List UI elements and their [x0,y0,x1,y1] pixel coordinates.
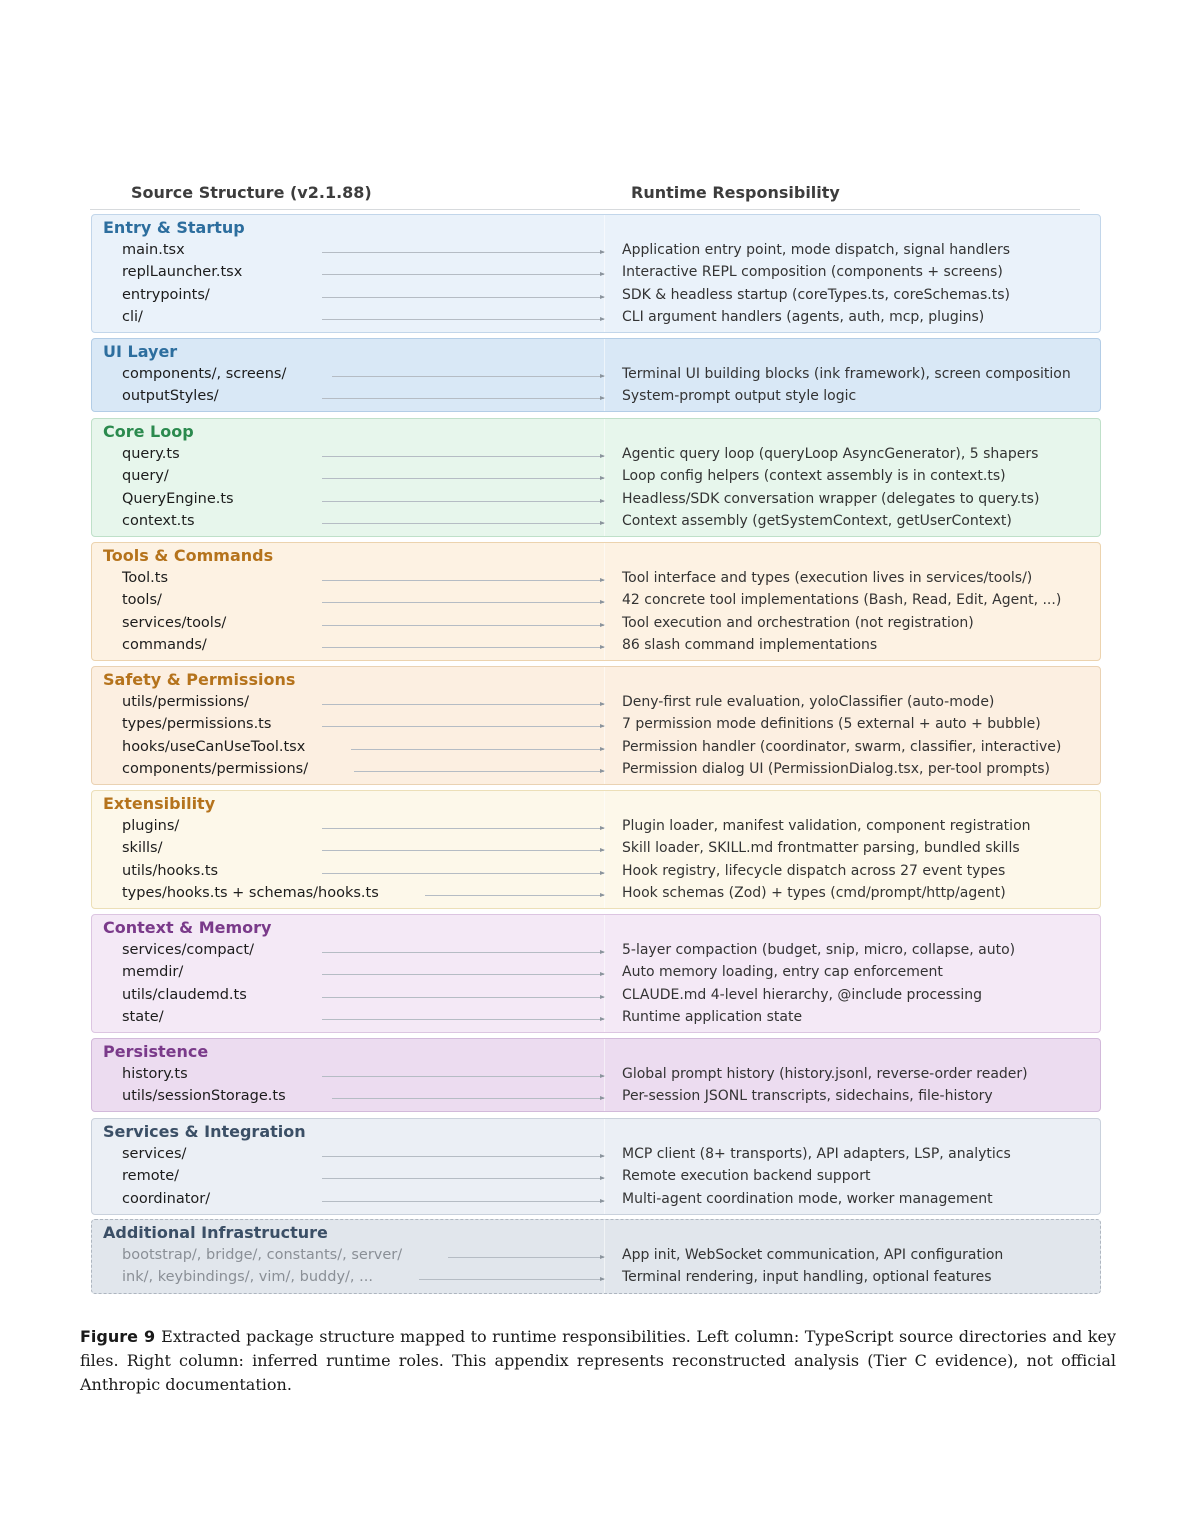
mapping-arrow-icon [322,1156,604,1157]
mapping-row [92,591,1100,613]
runtime-responsibility: Tool execution and orchestration (not registration) [622,614,974,631]
runtime-responsibility: 42 concrete tool implementations (Bash, Read, Edit, Agent, ...) [622,592,1062,609]
mapping-row [92,445,1100,467]
source-path: utils/permissions/ [122,694,249,710]
source-path: query.ts [122,446,180,462]
source-path: cli/ [122,309,143,326]
group-title: UI Layer [103,342,178,361]
runtime-responsibility: Hook registry, lifecycle dispatch across 27 event types [622,862,1006,879]
mapping-arrow-icon [322,974,604,975]
mapping-arrow-icon [425,895,604,896]
mapping-row [92,738,1100,760]
runtime-responsibility: Hook schemas (Zod) + types (cmd/prompt/http/agent) [622,885,1006,902]
runtime-responsibility: SDK & headless startup (coreTypes.ts, coreSchemas.ts) [622,286,1010,303]
mapping-row [92,715,1100,737]
source-path: components/permissions/ [122,761,309,778]
mapping-arrow-icon [419,1279,604,1280]
mapping-arrow-icon [322,726,604,727]
mapping-arrow-icon [322,501,604,502]
source-path: utils/claudemd.ts [122,986,247,1003]
mapping-row [92,490,1100,512]
mapping-row [92,1065,1100,1087]
mapping-arrow-icon [322,602,604,603]
mapping-arrow-icon [322,850,604,851]
source-path: commands/ [122,637,207,654]
source-path: plugins/ [122,818,180,834]
mapping-row [92,839,1100,861]
source-path: context.ts [122,513,195,530]
runtime-responsibility: Global prompt history (history.jsonl, reverse-order reader) [622,1066,1028,1082]
mapping-arrow-icon [448,1257,604,1258]
mapping-arrow-icon [322,580,604,581]
group-box [91,1219,1101,1294]
mapping-arrow-icon [354,771,604,772]
source-path: state/ [122,1009,164,1026]
mapping-row [92,693,1100,715]
runtime-responsibility: Deny-first rule evaluation, yoloClassifier (auto-mode) [622,694,995,710]
mapping-arrow-icon [322,704,604,705]
group-title: Safety & Permissions [103,670,296,689]
group-box [91,338,1101,412]
runtime-responsibility: MCP client (8+ transports), API adapters, LSP, analytics [622,1146,1011,1162]
mapping-arrow-icon [322,478,604,479]
group-title: Services & Integration [103,1122,306,1141]
group-box [91,666,1101,785]
runtime-responsibility: Permission dialog UI (PermissionDialog.tsx, per-tool prompts) [622,761,1050,778]
group-box [91,214,1101,333]
source-path: outputStyles/ [122,388,219,405]
group-title: Core Loop [103,422,194,441]
figure-caption-text: Extracted package structure mapped to runtime responsibilities. Left column: TypeScript source directories and key files. Right column: inferred runtime roles. This appendix represents reconstructed analysis (Tier C evidence), not official Anthropic documentation. [80,1327,1117,1394]
mapping-row [92,1268,1100,1290]
runtime-responsibility: Runtime application state [622,1009,803,1026]
mapping-row [92,1145,1100,1167]
runtime-responsibility: Agentic query loop (queryLoop AsyncGenerator), 5 shapers [622,446,1039,462]
group-title: Entry & Startup [103,218,245,237]
source-path: query/ [122,468,169,485]
group-title: Additional Infrastructure [103,1223,328,1242]
mapping-row [92,1167,1100,1189]
group-box [91,542,1101,661]
mapping-row [92,760,1100,782]
runtime-responsibility: Plugin loader, manifest validation, component registration [622,818,1031,834]
figure-caption [80,1325,1116,1397]
mapping-row [92,884,1100,906]
runtime-responsibility: 7 permission mode definitions (5 external + auto + bubble) [622,716,1041,733]
source-path: tools/ [122,592,162,609]
runtime-responsibility: Multi-agent coordination mode, worker management [622,1190,993,1207]
runtime-responsibility: Permission handler (coordinator, swarm, classifier, interactive) [622,738,1062,755]
runtime-responsibility: CLAUDE.md 4-level hierarchy, @include processing [622,986,983,1003]
source-path: skills/ [122,840,163,857]
mapping-row [92,467,1100,489]
mapping-arrow-icon [322,997,604,998]
source-path: services/compact/ [122,942,254,958]
group-box [91,914,1101,1033]
runtime-responsibility: Tool interface and types (execution lives in services/tools/) [622,570,1033,586]
mapping-row [92,941,1100,963]
runtime-responsibility: App init, WebSocket communication, API configuration [622,1247,1004,1263]
mapping-arrow-icon [322,1019,604,1020]
source-path: components/, screens/ [122,366,287,382]
mapping-arrow-icon [332,376,604,377]
runtime-responsibility: Remote execution backend support [622,1168,871,1185]
mapping-arrow-icon [322,647,604,648]
mapping-row [92,817,1100,839]
mapping-arrow-icon [322,523,604,524]
mapping-row [92,569,1100,591]
mapping-row [92,986,1100,1008]
source-path: history.ts [122,1066,188,1082]
runtime-responsibility: Terminal rendering, input handling, optional features [622,1269,992,1286]
mapping-arrow-icon [332,1098,604,1099]
mapping-arrow-icon [322,319,604,320]
source-path: main.tsx [122,242,185,258]
runtime-responsibility: Context assembly (getSystemContext, getUserContext) [622,513,1012,530]
source-path: coordinator/ [122,1190,211,1207]
source-path: utils/hooks.ts [122,862,219,879]
mapping-row [92,963,1100,985]
mapping-arrow-icon [322,1201,604,1202]
mapping-arrow-icon [322,297,604,298]
runtime-responsibility: Headless/SDK conversation wrapper (delegates to query.ts) [622,490,1040,507]
mapping-arrow-icon [322,625,604,626]
mapping-row [92,1008,1100,1030]
mapping-row [92,1246,1100,1268]
runtime-responsibility: 86 slash command implementations [622,637,878,654]
source-path: types/hooks.ts + schemas/hooks.ts [122,885,379,902]
source-path: replLauncher.tsx [122,264,243,281]
group-box [91,1038,1101,1112]
source-path: hooks/useCanUseTool.tsx [122,738,306,755]
mapping-row [92,512,1100,534]
source-path: remote/ [122,1168,180,1185]
source-path: memdir/ [122,964,184,981]
mapping-row [92,241,1100,263]
source-path: ink/, keybindings/, vim/, buddy/, ... [122,1269,373,1286]
figure-label: Figure 9 [80,1327,156,1346]
group-title: Context & Memory [103,918,272,937]
runtime-responsibility: CLI argument handlers (agents, auth, mcp, plugins) [622,309,985,326]
mapping-arrow-icon [322,828,604,829]
mapping-row [92,365,1100,387]
mapping-arrow-icon [322,873,604,874]
group-title: Tools & Commands [103,546,274,565]
runtime-column-header: Runtime Responsibility [631,183,840,202]
runtime-responsibility: Auto memory loading, entry cap enforcement [622,964,943,981]
runtime-responsibility: Skill loader, SKILL.md frontmatter parsing, bundled skills [622,840,1020,857]
source-path: utils/sessionStorage.ts [122,1088,286,1105]
mapping-row [92,1190,1100,1212]
mapping-arrow-icon [322,952,604,953]
mapping-row [92,286,1100,308]
mapping-row [92,636,1100,658]
source-column-header: Source Structure (v2.1.88) [131,183,372,202]
runtime-responsibility: Application entry point, mode dispatch, signal handlers [622,242,1011,258]
mapping-row [92,1087,1100,1109]
mapping-arrow-icon [322,398,604,399]
group-title: Persistence [103,1042,209,1061]
source-path: bootstrap/, bridge/, constants/, server/ [122,1247,403,1263]
mapping-arrow-icon [322,1178,604,1179]
mapping-arrow-icon [351,749,604,750]
group-box [91,418,1101,537]
mapping-arrow-icon [322,456,604,457]
source-path: Tool.ts [122,570,169,586]
runtime-responsibility: Per-session JSONL transcripts, sidechains, file-history [622,1088,993,1105]
group-box [91,790,1101,909]
source-path: QueryEngine.ts [122,490,234,507]
group-box [91,1118,1101,1215]
mapping-row [92,308,1100,330]
runtime-responsibility: Terminal UI building blocks (ink framework), screen composition [622,366,1071,382]
mapping-row [92,862,1100,884]
runtime-responsibility: Loop config helpers (context assembly is in context.ts) [622,468,1006,485]
mapping-row [92,263,1100,285]
source-path: types/permissions.ts [122,716,272,733]
source-path: services/tools/ [122,614,227,631]
runtime-responsibility: 5-layer compaction (budget, snip, micro, collapse, auto) [622,942,1016,958]
runtime-responsibility: Interactive REPL composition (components + screens) [622,264,1003,281]
group-title: Extensibility [103,794,216,813]
mapping-row [92,614,1100,636]
mapping-arrow-icon [322,274,604,275]
mapping-row [92,387,1100,409]
source-path: entrypoints/ [122,286,210,303]
mapping-arrow-icon [322,1076,604,1077]
source-path: services/ [122,1146,187,1162]
runtime-responsibility: System-prompt output style logic [622,388,857,405]
mapping-arrow-icon [322,252,604,253]
